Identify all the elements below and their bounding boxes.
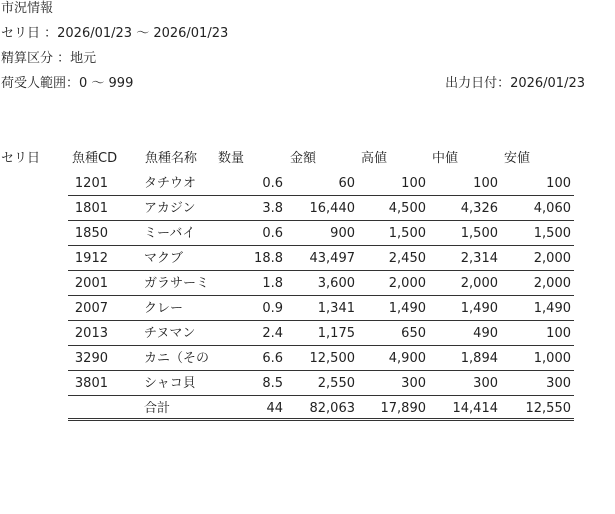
amount-cell: 12,500 <box>309 351 355 366</box>
col-header-fish-code: 魚種CD <box>72 151 118 166</box>
low-cell: 2,000 <box>533 276 571 291</box>
quantity-cell: 6.6 <box>262 351 283 366</box>
settlement-category: 精算区分 ：地元 <box>1 51 97 66</box>
fish-code-cell: 1912 <box>74 251 108 266</box>
low-cell: 1,490 <box>533 301 571 316</box>
amount-cell: 60 <box>338 176 355 191</box>
fish-name-cell: アカジン <box>144 201 196 216</box>
high-cell: 650 <box>401 326 426 341</box>
total-low: 12,550 <box>525 401 571 416</box>
low-cell: 4,060 <box>533 201 571 216</box>
total-quantity: 44 <box>266 401 283 416</box>
mid-cell: 300 <box>473 376 498 391</box>
total-label: 合計 <box>144 401 171 416</box>
col-header-mid: 中値 <box>432 151 459 166</box>
high-cell: 4,500 <box>388 201 426 216</box>
quantity-cell: 0.6 <box>262 176 283 191</box>
consignor-range: 荷受人範囲：0 ～ 999 <box>1 76 134 91</box>
total-mid: 14,414 <box>452 401 498 416</box>
amount-cell: 16,440 <box>309 201 355 216</box>
high-cell: 2,450 <box>388 251 426 266</box>
fish-name-cell: クレー <box>144 301 184 316</box>
fish-name-cell: マクブ <box>144 251 184 266</box>
low-cell: 100 <box>546 326 571 341</box>
high-cell: 4,900 <box>388 351 426 366</box>
table-row <box>68 171 574 196</box>
total-row <box>68 396 574 421</box>
mid-cell: 100 <box>473 176 498 191</box>
col-header-fish-name: 魚種名称 <box>145 151 198 166</box>
high-cell: 300 <box>401 376 426 391</box>
table-row <box>68 271 574 296</box>
mid-cell: 1,894 <box>460 351 498 366</box>
output-date: 出力日付：2026/01/23 <box>445 76 585 91</box>
col-header-amount: 金額 <box>290 151 317 166</box>
quantity-cell: 0.6 <box>262 226 283 241</box>
seri-date-range: セリ日 ：2026/01/23 ～ 2026/01/23 <box>1 26 229 41</box>
fish-name-cell: ミーバイ <box>144 226 196 241</box>
high-cell: 100 <box>401 176 426 191</box>
table-row <box>68 246 574 271</box>
quantity-cell: 8.5 <box>262 376 283 391</box>
high-cell: 1,500 <box>388 226 426 241</box>
low-cell: 100 <box>546 176 571 191</box>
low-cell: 300 <box>546 376 571 391</box>
quantity-cell: 18.8 <box>254 251 283 266</box>
market-table <box>68 171 574 421</box>
report-title: 市況情報 <box>1 1 54 16</box>
quantity-cell: 3.8 <box>262 201 283 216</box>
mid-cell: 2,000 <box>460 276 498 291</box>
fish-code-cell: 3801 <box>74 376 108 391</box>
total-amount: 82,063 <box>309 401 355 416</box>
amount-cell: 3,600 <box>317 276 355 291</box>
high-cell: 2,000 <box>388 276 426 291</box>
col-header-high: 高値 <box>361 151 388 166</box>
table-row <box>68 196 574 221</box>
fish-code-cell: 2013 <box>74 326 108 341</box>
amount-cell: 2,550 <box>317 376 355 391</box>
mid-cell: 4,326 <box>460 201 498 216</box>
high-cell: 1,490 <box>388 301 426 316</box>
amount-cell: 1,175 <box>317 326 355 341</box>
amount-cell: 1,341 <box>317 301 355 316</box>
table-row <box>68 221 574 246</box>
col-header-low: 安値 <box>504 151 531 166</box>
fish-code-cell: 2001 <box>74 276 108 291</box>
amount-cell: 43,497 <box>309 251 355 266</box>
fish-code-cell: 2007 <box>74 301 108 316</box>
table-row <box>68 321 574 346</box>
fish-code-cell: 1801 <box>74 201 108 216</box>
fish-name-cell: カニ（その <box>144 351 210 366</box>
total-high: 17,890 <box>380 401 426 416</box>
fish-name-cell: シャコ貝 <box>144 376 196 391</box>
table-row <box>68 296 574 321</box>
col-header-quantity: 数量 <box>218 151 245 166</box>
low-cell: 1,500 <box>533 226 571 241</box>
quantity-cell: 1.8 <box>262 276 283 291</box>
fish-name-cell: チヌマン <box>144 326 196 341</box>
mid-cell: 1,490 <box>460 301 498 316</box>
fish-code-cell: 1201 <box>74 176 108 191</box>
low-cell: 2,000 <box>533 251 571 266</box>
quantity-cell: 0.9 <box>262 301 283 316</box>
col-header-seri-date: セリ日 <box>1 151 41 166</box>
quantity-cell: 2.4 <box>262 326 283 341</box>
fish-code-cell: 3290 <box>74 351 108 366</box>
table-row <box>68 371 574 396</box>
fish-code-cell: 1850 <box>74 226 108 241</box>
fish-name-cell: ガラサーミ <box>144 276 210 291</box>
low-cell: 1,000 <box>533 351 571 366</box>
table-row <box>68 346 574 371</box>
mid-cell: 2,314 <box>460 251 498 266</box>
amount-cell: 900 <box>330 226 355 241</box>
mid-cell: 490 <box>473 326 498 341</box>
mid-cell: 1,500 <box>460 226 498 241</box>
fish-name-cell: タチウオ <box>144 176 197 191</box>
